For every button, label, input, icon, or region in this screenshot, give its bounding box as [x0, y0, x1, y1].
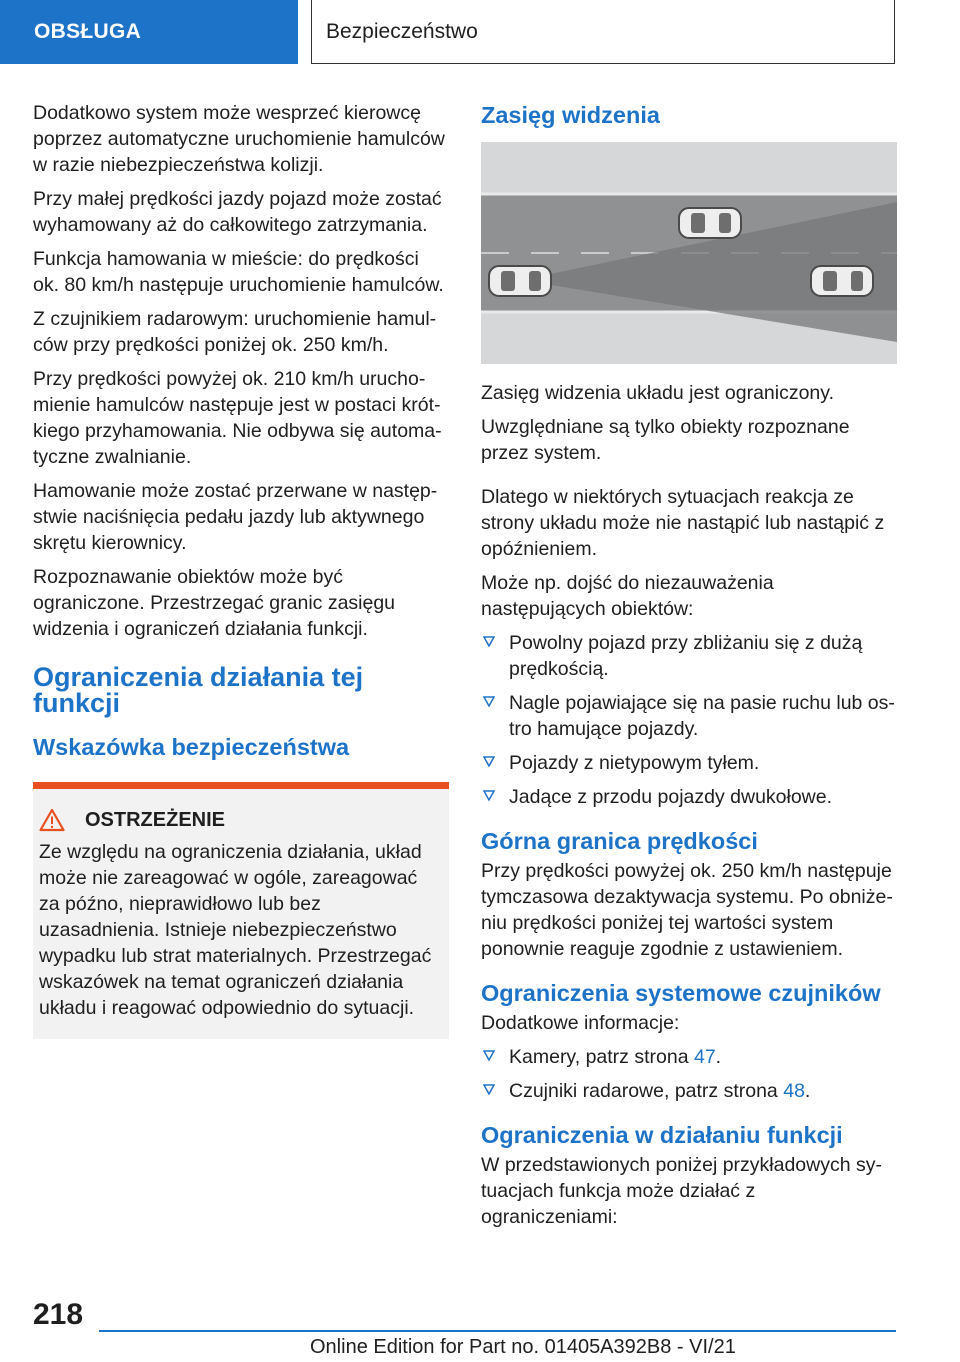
car-front-icon	[679, 208, 741, 238]
warning-title	[39, 807, 441, 833]
page-link-47[interactable]: 47	[693, 1046, 716, 1068]
paragraph: Rozpoznawanie obiektów może być ograniczone. Przestrzegać granic zasięgu widzenia i ograniczeń działania funkcji.	[33, 566, 396, 640]
triangle-bullet-icon	[483, 756, 495, 768]
heading-sensor-limits: Ograniczenia systemowe czujników	[481, 980, 881, 1006]
paragraph: Przy prędkości powyżej ok. 210 km/h uruchomienie hamulców następuje jest w postaci krótkiego przyhamowania. Nie odbywa się automatyczne zwalnianie.	[33, 368, 442, 468]
car-ahead-icon	[811, 266, 873, 296]
car-own-icon	[489, 266, 551, 296]
road-scene-image	[481, 142, 897, 364]
footer-rule	[99, 1330, 896, 1332]
sensor-links-list	[481, 1044, 897, 1104]
heading-safety-note: Wskazówka bezpieczeństwa	[33, 734, 350, 760]
warning-icon	[39, 808, 65, 832]
paragraph: Dlatego w niektórych sytuacjach reakcja ze strony układu może nie nastąpić lub nastąpić z opóźnieniem.	[481, 486, 885, 560]
list-item: Nagle pojawiające się na pasie ruchu lub ostro hamujące pojazdy.	[481, 690, 897, 742]
triangle-bullet-icon	[483, 790, 495, 802]
list-item: Pojazdy z nietypowym tyłem.	[481, 750, 897, 776]
list-item: Jadące z przodu pojazdy dwukołowe.	[481, 784, 897, 810]
heading-function-limits: Ograniczenia działania tej funkcji	[33, 662, 364, 718]
warning-box	[33, 782, 449, 1039]
warning-text: Ze względu na ograniczenia działania, układ może nie zareagować w ogóle, zareagować za późno, nieprawidłowo lub bez uzasadnienia. Istnieje niebezpieczeństwo wypadku lub strat materialnych. Przestrzegać wskazówek na temat ograniczeń działania układu i reagować odpowiednio do sytuacji.	[39, 841, 432, 1019]
paragraph: Uwzględniane są tylko obiekty rozpoznane przez system.	[481, 416, 850, 464]
warning-title-text: OSTRZEŻENIE	[85, 809, 226, 831]
range-illustration	[481, 142, 897, 364]
chapter-title: Bezpieczeństwo	[311, 0, 895, 64]
list-item: Powolny pojazd przy zbliżaniu się z dużą prędkością.	[481, 630, 897, 682]
paragraph: Dodatkowo system może wesprzeć kierowcę poprzez automatyczne uruchomienie hamulców w razie niebezpieczeństwa kolizji.	[33, 102, 445, 176]
left-column	[33, 100, 449, 1039]
page-number: 218	[33, 1298, 84, 1331]
list-item: Kamery, patrz strona 47.	[481, 1044, 897, 1070]
paragraph: Przy prędkości powyżej ok. 250 km/h następuje tymczasowa dezaktywacja systemu. Po obniżeniu prędkości poniżej tej wartości system ponownie reaguje zgodnie z ustawieniem.	[481, 860, 893, 960]
paragraph: Zasięg widzenia układu jest ograniczony.	[481, 382, 834, 404]
heading-speed-limit: Górna granica prędkości	[481, 828, 758, 854]
paragraph: Hamowanie może zostać przerwane w następstwie naciśnięcia pedału jazdy lub aktywnego skrętu kierownicy.	[33, 480, 438, 554]
paragraph: Z czujnikiem radarowym: uruchomienie hamulców przy prędkości poniżej ok. 250 km/h.	[33, 308, 437, 356]
page-link-48[interactable]: 48	[783, 1080, 805, 1102]
list-item: Czujniki radarowe, patrz strona 48.	[481, 1078, 897, 1104]
heading-function-limitations: Ograniczenia w działaniu funkcji	[481, 1122, 843, 1148]
triangle-bullet-icon	[483, 1084, 495, 1096]
paragraph: Może np. dojść do niezauważenia następujących obiektów:	[481, 572, 774, 620]
paragraph: W przedstawionych poniżej przykładowych sytuacjach funkcja może działać z ograniczeniami:	[481, 1154, 882, 1228]
section-tab: OBSŁUGA	[0, 0, 298, 64]
triangle-bullet-icon	[483, 636, 495, 648]
edition-footer: Online Edition for Part no. 01405A392B8 - VI/21	[310, 1336, 736, 1358]
paragraph: Funkcja hamowania w mieście: do prędkości ok. 80 km/h następuje uruchomienie hamulców.	[33, 248, 444, 296]
objects-list	[481, 630, 897, 810]
heading-range: Zasięg widzenia	[481, 102, 660, 128]
paragraph: Dodatkowe informacje:	[481, 1012, 680, 1034]
triangle-bullet-icon	[483, 696, 495, 708]
triangle-bullet-icon	[483, 1050, 495, 1062]
paragraph: Przy małej prędkości jazdy pojazd może zostać wyhamowany aż do całkowitego zatrzymania.	[33, 188, 442, 236]
right-column	[481, 100, 897, 1238]
